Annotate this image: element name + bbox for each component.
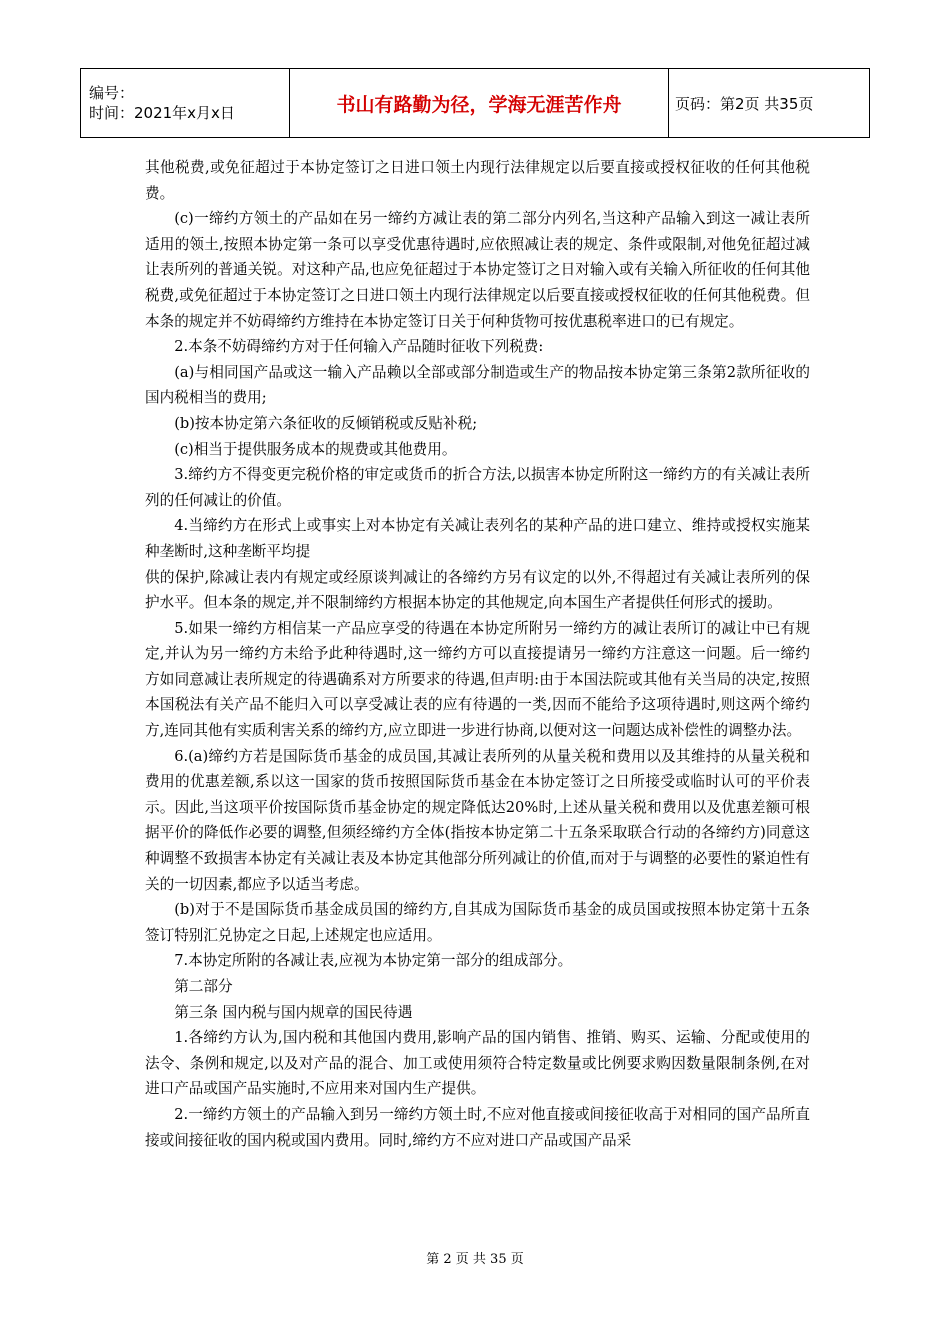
header-meta-cell [81, 69, 290, 138]
paragraph: 7.本协定所附的各减让表,应视为本协定第一部分的组成部分。 [174, 952, 573, 970]
section-heading: 第二部分 [174, 978, 233, 995]
paragraph: 6.(a)缔约方若是国际货币基金的成员国,其减让表所列的从量关税和费用以及其维持的从量关税和费用的优惠差额,系以这一国家的货币按照国际货币基金在本协定签订之日所接受或临时认可的平价表示。因此,当这项平价按国际货币基金协定的规定降低达20%时,上述从量关税和费用以及优惠差额可根据平价的降低作必要的调整,但须经缔约方全体(指按本协定第二十五条采取联合行动的各缔约方)同意这种调整不致损害本协定有关减让表及本协定其他部分所列减让的价值,而对于与调整的必要性的紧迫性有关的一切因素,都应予以适当考虑。 [145, 747, 810, 893]
header-table [80, 68, 870, 138]
paragraph: 2.一缔约方领土的产品输入到另一缔约方领土时,不应对他直接或间接征收高于对相同的国产品所直接或间接征收的国内税或国内费用。同时,缔约方不应对进口产品或国产品采 [145, 1105, 810, 1149]
article-heading: 第三条 国内税与国内规章的国民待遇 [174, 1003, 413, 1021]
page-footer: 第 2 页 共 35 页 [426, 1252, 524, 1267]
paragraph: 4.当缔约方在形式上或事实上对本协定有关减让表列名的某种产品的进口建立、维持或授权实施某种垄断时,这种垄断平均提 [145, 517, 810, 560]
document-number-label: 编号： [89, 84, 135, 102]
document-body [145, 155, 810, 1153]
paragraph: 2.本条不妨碍缔约方对于任何输入产品随时征收下列税费: [174, 338, 544, 356]
paragraph: 1.各缔约方认为,国内税和其他国内费用,影响产品的国内销售、推销、购买、运输、分配或使用的法令、条例和规定,以及对产品的混合、加工或使用须符合特定数量或比例要求购因数量限制条例,在对进口产品或国产品实施时,不应用来对国内生产提供。 [145, 1029, 810, 1098]
paragraph: (c)相当于提供服务成本的规费或其他费用。 [174, 440, 457, 458]
paragraph: (c)一缔约方领土的产品如在另一缔约方减让表的第二部分内列名,当这种产品输入到这一减让表所适用的领土,按照本协定第一条可以享受优惠待遇时,应依照减让表的规定、条件或限制,对他免征超过减让表所列的普通关锐。对这种产品,也应免征超过于本协定签订之日对输入或有关输入所征收的任何其他税费,或免征超过于本协定签订之日进口领土内现行法律规定以后要直接或授权征收的任何其他税费。但本条的规定并不妨碍缔约方维持在本协定签订日关于何种货物可按优惠税率进口的已有规定。 [145, 210, 810, 330]
paragraph: 5.如果一缔约方相信某一产品应享受的待遇在本协定所附另一缔约方的减让表所订的减让中已有规定,并认为另一缔约方未给予此种待遇时,这一缔约方可以直接提请另一缔约方注意这一问题。后一缔约方如同意减让表所规定的待遇确系对方所要求的待遇,但声明:由于本国法院或其他有关当局的决定,按照本国税法有关产品不能归入可以享受减让表的应有待遇的一类,因而不能给予这项待遇时,则这两个缔约方,连同其他有实质利害关系的缔约方,应立即进一步进行协商,以便对这一问题达成补偿性的调整办法。 [145, 619, 810, 740]
paragraph: (b)对于不是国际货币基金成员国的缔约方,自其成为国际货币基金的成员国或按照本协定第十五条签订特别汇兑协定之日起,上述规定也应适用。 [145, 901, 810, 944]
paragraph: (a)与相同国产品或这一输入产品赖以全部或部分制造或生产的物品按本协定第三条第2款所征收的国内税相当的费用; [145, 363, 810, 407]
header-motto: 书山有路勤为径，学海无涯苦作舟 [290, 69, 669, 138]
paragraph: 供的保护,除减让表内有规定或经原谈判减让的各缔约方另有议定的以外,不得超过有关减让表所列的保护水平。但本条的规定,并不限制缔约方根据本协定的其他规定,向本国生产者提供任何形式的援助。 [145, 568, 810, 612]
paragraph: 3.缔约方不得变更完税价格的审定或货币的折合方法,以损害本协定所附这一缔约方的有关减让表所列的任何减让的价值。 [145, 466, 810, 509]
paragraph: 其他税费,或免征超过于本协定签订之日进口领土内现行法律规定以后要直接或授权征收的任何其他税费。 [145, 159, 810, 202]
header-page-label: 页码：第2页 共35页 [669, 69, 870, 138]
paragraph: (b)按本协定第六条征收的反倾销税或反贴补税; [174, 414, 478, 432]
document-date-label: 时间：2021年x月x日 [89, 104, 235, 122]
